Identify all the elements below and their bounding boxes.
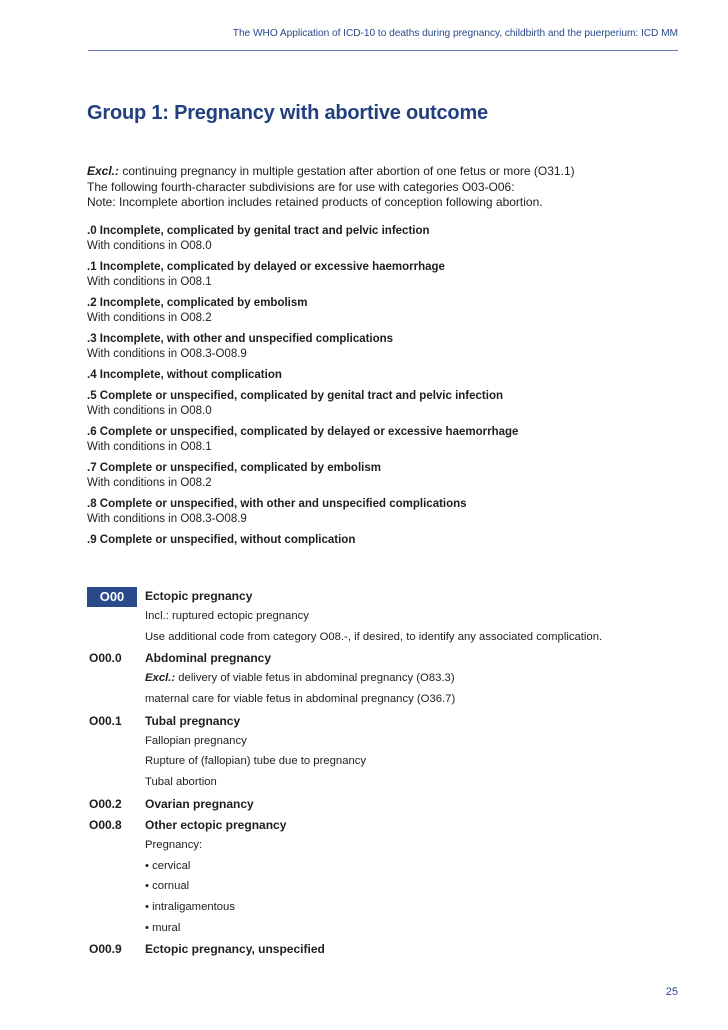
term-text: Pregnancy: bbox=[145, 838, 203, 851]
page-number: 25 bbox=[665, 986, 678, 998]
excl-text: continuing pregnancy in multiple gestation after abortion of one fetus or more (O31.1) bbox=[119, 164, 575, 178]
subdivision-note: With conditions in O08.1 bbox=[87, 441, 212, 453]
excl-text: delivery of viable fetus in abdominal pregnancy (O83.3) bbox=[175, 672, 455, 685]
subdivision-item bbox=[87, 260, 687, 290]
subdivision-item bbox=[87, 461, 687, 491]
inclusion-line bbox=[87, 608, 687, 629]
exclusion-line bbox=[87, 164, 687, 180]
subdivision-instruction: The following fourth-character subdivisions are for use with categories O03-O06: bbox=[87, 179, 515, 194]
excl-label: Excl.: bbox=[145, 672, 176, 685]
subdivision-title: .8 Complete or unspecified, with other and unspecified complications bbox=[87, 498, 467, 510]
exclusion-text bbox=[145, 672, 455, 684]
subdivision-note: With conditions in O08.3-O08.9 bbox=[87, 348, 247, 360]
subdivision-note: With conditions in O08.1 bbox=[87, 276, 212, 288]
intro-block bbox=[87, 164, 687, 211]
subdivision-item bbox=[87, 224, 687, 254]
term-text: Rupture of (fallopian) tube due to pregnancy bbox=[145, 755, 367, 768]
subdivision-item bbox=[87, 389, 687, 419]
code-row-o00-1 bbox=[87, 712, 687, 733]
category-name: Ectopic pregnancy bbox=[145, 589, 253, 603]
subdivision-title: .7 Complete or unspecified, complicated by embolism bbox=[87, 462, 381, 474]
code-row-o00-9 bbox=[87, 940, 687, 961]
group-title: Group 1: Pregnancy with abortive outcome bbox=[87, 102, 488, 124]
subdivision-title: .2 Incomplete, complicated by embolism bbox=[87, 297, 308, 309]
code-label: O00.8 bbox=[89, 817, 122, 832]
code-name: Ectopic pregnancy, unspecified bbox=[145, 942, 325, 957]
term-text: • intraligamentous bbox=[145, 900, 235, 913]
subdivision-item bbox=[87, 533, 687, 548]
header-rule bbox=[88, 50, 678, 51]
inclusion-text: Incl.: ruptured ectopic pregnancy bbox=[145, 610, 309, 622]
term-line bbox=[87, 837, 687, 858]
code-name: Abdominal pregnancy bbox=[145, 651, 272, 666]
excl-label: Excl.: bbox=[87, 164, 120, 178]
term-text: • cervical bbox=[145, 859, 191, 872]
subdivision-title: .9 Complete or unspecified, without complication bbox=[87, 534, 356, 546]
subdivision-note: With conditions in O08.0 bbox=[87, 240, 212, 252]
subdivision-item bbox=[87, 497, 687, 527]
subdivision-note: With conditions in O08.2 bbox=[87, 312, 212, 324]
subdivision-title: .5 Complete or unspecified, complicated by genital tract and pelvic infection bbox=[87, 390, 504, 402]
subdivision-note: With conditions in O08.0 bbox=[87, 405, 212, 417]
term-line bbox=[87, 878, 687, 899]
subdivision-list bbox=[87, 224, 687, 554]
subdivision-title: .0 Incomplete, complicated by genital tract and pelvic infection bbox=[87, 225, 430, 237]
code-list bbox=[87, 587, 687, 961]
term-line bbox=[87, 899, 687, 920]
subdivision-title: .4 Incomplete, without complication bbox=[87, 369, 282, 381]
code-name: Tubal pregnancy bbox=[145, 713, 241, 728]
category-code-badge: O00 bbox=[87, 587, 137, 607]
instruction-line bbox=[87, 629, 687, 650]
exclusion-line bbox=[87, 691, 687, 712]
term-text: Fallopian pregnancy bbox=[145, 734, 247, 747]
code-row-o00-0 bbox=[87, 649, 687, 670]
running-header: The WHO Application of ICD-10 to deaths during pregnancy, childbirth and the puerperium: ICD MM bbox=[232, 28, 678, 39]
code-label: O00.1 bbox=[89, 713, 122, 728]
code-label: O00.0 bbox=[89, 651, 122, 666]
term-text: • mural bbox=[145, 921, 181, 934]
incomplete-abortion-note: Note: Incomplete abortion includes retained products of conception following abortion. bbox=[87, 195, 543, 209]
subdivision-item bbox=[87, 332, 687, 362]
subdivision-note: With conditions in O08.2 bbox=[87, 477, 212, 489]
code-name: Ovarian pregnancy bbox=[145, 796, 254, 811]
instruction-text: Use additional code from category O08.-, if desired, to identify any associated complication. bbox=[145, 630, 603, 643]
subdivision-note: With conditions in O08.3-O08.9 bbox=[87, 513, 247, 525]
term-line bbox=[87, 733, 687, 754]
term-line bbox=[87, 858, 687, 879]
subdivision-title: .3 Incomplete, with other and unspecified complications bbox=[87, 333, 394, 345]
subdivision-title: .1 Incomplete, complicated by delayed or excessive haemorrhage bbox=[87, 261, 445, 273]
subdivision-item bbox=[87, 296, 687, 326]
term-line bbox=[87, 753, 687, 774]
exclusion-line bbox=[87, 670, 687, 691]
exclusion-text: maternal care for viable fetus in abdominal pregnancy (O36.7) bbox=[145, 693, 456, 706]
subdivision-title: .6 Complete or unspecified, complicated by delayed or excessive haemorrhage bbox=[87, 426, 519, 438]
term-line bbox=[87, 920, 687, 941]
code-row-o00-8 bbox=[87, 816, 687, 837]
code-row-o00-2 bbox=[87, 795, 687, 816]
term-line bbox=[87, 774, 687, 795]
term-text: • cornual bbox=[145, 880, 190, 893]
subdivision-item bbox=[87, 425, 687, 455]
term-text: Tubal abortion bbox=[145, 776, 217, 789]
code-name: Other ectopic pregnancy bbox=[145, 817, 287, 832]
subdivision-item bbox=[87, 368, 687, 383]
category-row-o00 bbox=[87, 587, 687, 608]
code-label: O00.9 bbox=[89, 942, 122, 957]
code-label: O00.2 bbox=[89, 796, 122, 811]
